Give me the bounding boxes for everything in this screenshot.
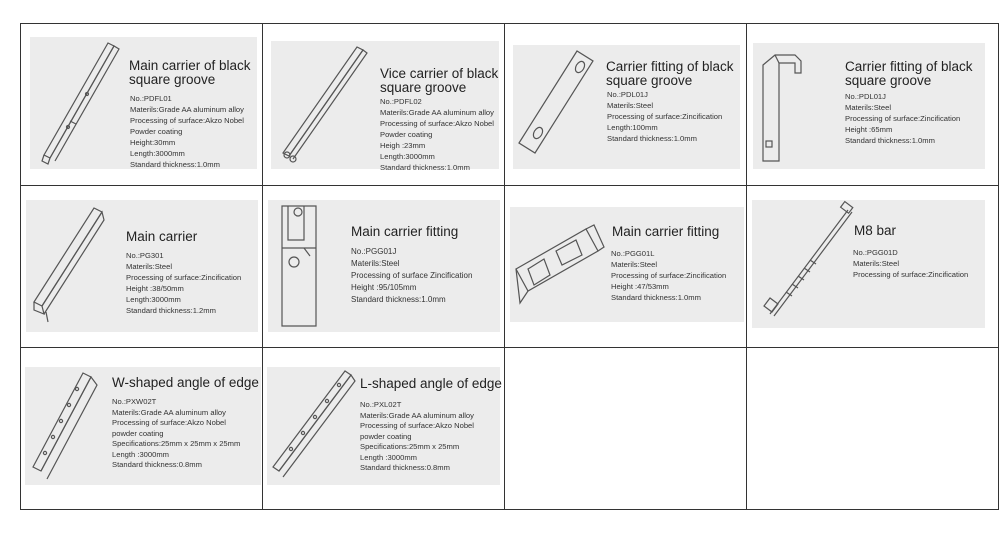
product-card-pg301 — [26, 200, 258, 332]
product-card-pgg01d — [752, 200, 985, 328]
product-specs: No.:PXL02T Materils:Grade AA aluminum alloy Processing of surface:Akzo Nobel powder coating Specifications:25mm x 25mm Length :3000mm Standard thickness:0.8mm — [360, 400, 474, 472]
product-card-pxw02t — [25, 367, 261, 485]
product-card-pgg01j — [268, 200, 500, 332]
product-title: Carrier fitting of black square groove — [606, 59, 734, 88]
product-card-pxl02t — [267, 367, 500, 485]
product-specs: No.:PDL01J Materils:Steel Processing of surface:Zincification Height :65mm Standard thickness:1.0mm — [845, 92, 961, 145]
product-title: L-shaped angle of edge — [360, 376, 502, 391]
column-divider — [262, 23, 263, 510]
column-divider — [746, 23, 747, 510]
product-title: Vice carrier of black square groove — [380, 66, 499, 95]
product-title: Carrier fitting of black square groove — [845, 59, 973, 88]
column-divider — [504, 23, 505, 510]
product-card-pdfl02 — [271, 41, 499, 172]
product-title: M8 bar — [854, 223, 897, 238]
product-specs: No.:PGG01J Materils:Steel Processing of surface Zincification Height :95/105mm Standard thickness:1.0mm — [351, 247, 473, 304]
product-specs: No.:PGG01L Materils:Steel Processing of surface:Zincification Height :47/53mm Standard thickness:1.0mm — [611, 249, 727, 302]
product-specs: No.:PG301 Materils:Steel Processing of surface:Zincification Height :38/50mm Length:3000mm Standard thickness:1.2mm — [126, 251, 242, 315]
product-card-pdfl01 — [30, 37, 257, 169]
product-specs: No.:PGG01D Materils:Steel Processing of surface:Zincification — [853, 248, 969, 279]
product-specs: No.:PDFL01 Materils:Grade AA aluminum alloy Processing of surface:Akzo Nobel Powder coating Height:30mm Length:3000mm Standard thickness:1.0mm — [130, 94, 244, 169]
product-specs: No.:PXW02T Materils:Grade AA aluminum alloy Processing of surface:Akzo Nobel powder coating Specifications:25mm x 25mm x 25mm Length :3000mm Standard thickness:0.8mm — [112, 397, 241, 469]
product-specs: No.:PDFL02 Materils:Grade AA aluminum alloy Processing of surface:Akzo Nobel Powder coating Heigh :23mm Length:3000mm Standard thickness:1.0mm — [380, 97, 494, 172]
product-specs: No.:PDL01J Materils:Steel Processing of surface:Zincification Length:100mm Standard thickness:1.0mm — [607, 90, 723, 143]
product-card-pdl01j-a — [513, 45, 740, 169]
product-title: Main carrier fitting — [612, 224, 720, 239]
product-title: Main carrier of black square groove — [129, 58, 251, 87]
row-divider — [20, 185, 999, 186]
product-card-pgg01l — [510, 207, 744, 322]
product-title: Main carrier fitting — [351, 224, 459, 239]
product-title: W-shaped angle of edge — [112, 375, 259, 390]
row-divider — [20, 347, 999, 348]
product-title: Main carrier — [126, 229, 198, 244]
product-card-pdl01j-b — [753, 43, 985, 169]
